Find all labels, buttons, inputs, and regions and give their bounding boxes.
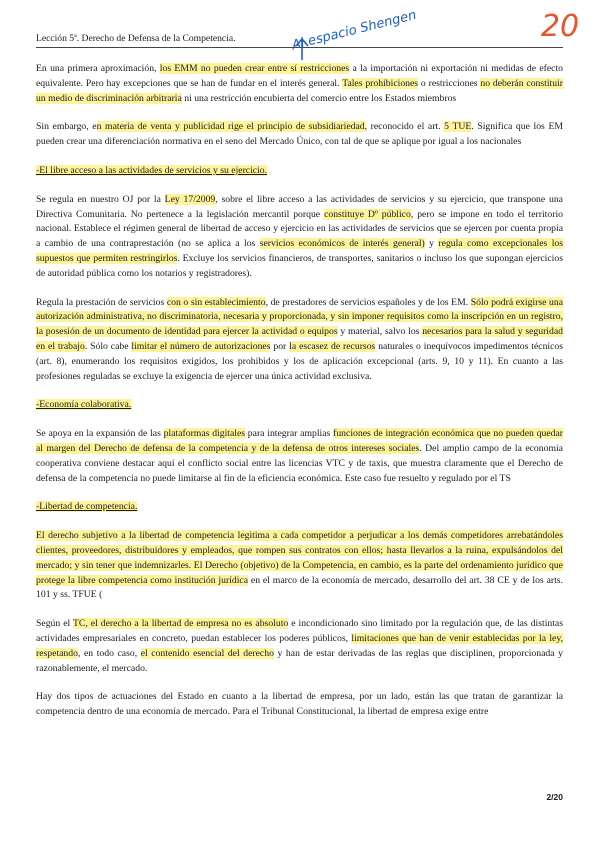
highlight: limitar el número de autorizaciones [131, 340, 271, 352]
highlight: funciones de integración económica que no pueden quedar al margen del Derecho de defensa de la competencia y de la defensa de otros intereses sociales [36, 428, 563, 454]
red-handwritten-annotation [528, 2, 592, 44]
highlight: TC, el derecho a la libertad de empresa no es absoluto [73, 618, 289, 630]
paragraph-4: Regula la prestación de servicios con o sin establecimiento, de prestadores de servicios españoles y de los EM. Sólo podrá exigirse una autorización administrativa, no discriminatoria, necesaria y proporcionada, y sin imponer requisitos como la inscripción en un registro, la posesión de un documento de identidad para ejercer la actividad o equipos y material, salvo los necesarios para la salud y seguridad en el trabajo. Sólo cabe limitar el número de autorizaciones por la escasez de recursos naturales o inequívocos impedimentos técnicos (art. 8), enumerando los requisitos exigidos, los prohibidos y los de aplicación excepcional (arts. 9, 10 y 11). En cuanto a las profesiones reguladas se excluye la exigencia de ejercer una única actividad exclusiva. [36, 296, 564, 382]
paragraph-3: Se regula en nuestro OJ por la Ley 17/2009, sobre el libre acceso a las actividades de servicios y su ejercicio, que transpone una Directiva Comunitaria. No pertenece a la legislación mercantil porque constituye Dº público, pero se impone en todo el territorio nacional. Establece el régimen general de libertad de acceso y ejercicio en las actividades de servicios que se ejercen por cuenta propia a cambio de una contraprestación (no se aplica a los servicios económicos de interés general) y regula como excepcionales los supuestos que permiten restringirlos. Excluye los servicios financieros, de transportes, sanitarios o incluso los que supongan ejercicios de autoridad pública como los notarios y registradores). [36, 193, 563, 279]
highlight: n materia de venta y publicidad rige el principio de subsidiariedad [96, 121, 365, 133]
highlight: limitaciones que han de venir establecidas por la ley, respetando [36, 632, 563, 659]
highlight: el contenido esencial del derecho [140, 647, 274, 659]
page-header: Lección 5ª. Derecho de Defensa de la Competencia. [36, 33, 236, 44]
paragraph-6: El derecho subjetivo a la libertad de competencia legitima a cada competidor a perjudicar a los demás competidores arrebatándoles clientes, proveedores, distribuidores y empleados, que rompen sus contratos con ellos; hasta llevarlos a la ruina, expulsándolos del mercado; y sin tener que indemnizarles. El Derecho (objetivo) de la Competencia, en cambio, es la parte del ordenamiento jurídico que protege la libre competencia como institución jurídica en el marco de la economía de mercado, desarrollo del art. 38 CE y de los arts. 101 y ss. TFUE ( [36, 530, 563, 601]
highlight: plataformas digitales [163, 428, 246, 440]
blue-annotation-text: Al espacio Shengen [290, 7, 418, 54]
section-heading-economia: -Economía colaborativa. [36, 399, 132, 411]
highlight: Ley 17/2009 [164, 193, 216, 205]
highlight: necesarios para la salud y seguridad en el trabajo [36, 326, 563, 352]
page-body [36, 62, 563, 720]
paragraph-5: Se apoya en la expansión de las plataformas digitales para integrar amplias funciones de integración económica que no pueden quedar al margen del Derecho de defensa de la competencia y de la defensa de otros intereses sociales. Del amplio campo de la economía cooperativa conviene destacar aquí el conflicto social entre las licencias VTC y de taxis, que muestra claramente que el Derecho de defensa de la competencia no puede limitarse al fin de la eficiencia económica. Este caso fue resuelto y regulado por el TS [36, 428, 563, 484]
paragraph-2: Sin embargo, en materia de venta y publicidad rige el principio de subsidiariedad, reconocido el art. 5 TUE. Significa que los EM pueden crear una diferenciación normativa en el seno del Mercado Único, con tal de que se aplique por igual a los nacionales [36, 121, 563, 148]
highlight: con o sin establecimiento [166, 296, 266, 308]
blue-handwritten-annotation [286, 6, 424, 62]
highlight: constituye Dº público [324, 208, 411, 220]
highlight: servicios económicos de interés general) [259, 238, 425, 250]
highlight: Sólo podrá exigirse una autorización administrativa, no discriminatoria, necesaria y proporcionada, y sin imponer requisitos como la inscripción en un registro, la posesión de un documento de identidad para ejercer la actividad o equipos [36, 296, 563, 338]
highlight: regula como excepcionales los supuestos que permiten restringirlos [36, 238, 563, 264]
paragraph-7: Según el TC, el derecho a la libertad de empresa no es absoluto e incondicionado sino limitado por la regulación que, de las distintas actividades empresariales en concreto, puedan establecer los poderes públicos, limitaciones que han de venir establecidas por la ley, respetando, en todo caso, el contenido esencial del derecho y han de estar derivadas de las reglas que disciplinen, proporcionada y razonablemente, el mercado. [36, 618, 563, 674]
highlight: El derecho subjetivo a la libertad de competencia legitima a cada competidor a perjudicar a los demás competidores arrebatándoles clientes, proveedores, distribuidores y empleados, que rompen sus contratos con ellos; hasta llevarlos a la ruina, expulsándolos del mercado; y sin tener que indemnizarles. El Derecho (objetivo) de la Competencia, en cambio, es la parte del ordenamiento jurídico que protege la libre competencia como institución jurídica [36, 530, 563, 586]
paragraph-1: En una primera aproximación, los EMM no pueden crear entre sí restricciones a la importación ni exportación ni medidas de efecto equivalente. Pero hay excepciones que se han de fundar en el interés general. Tales prohibiciones o restricciones no deberán constituir un medio de discriminación arbitraria ni una restricción encubierta del comercio entre los Estados miembros [36, 63, 563, 104]
highlight: 5 TUE [444, 121, 472, 133]
section-heading-acceso: -El libre acceso a las actividades de servicios y su ejercicio. [36, 164, 268, 176]
highlight: Tales prohibiciones [342, 77, 419, 89]
highlight: no deberán constituir un medio de discriminación arbitraria [36, 77, 563, 104]
highlight: los EMM no pueden crear entre sí restricciones [159, 63, 350, 74]
paragraph-8: Hay dos tipos de actuaciones del Estado en cuanto a la libertad de empresa, por un lado, están las que tratan de garantizar la competencia dentro de una economía de mercado. Para el Tribunal Constitucional, la libertad de empresa exige entre [36, 691, 563, 718]
page-number: 2/20 [546, 792, 563, 802]
highlight: la escasez de recursos [289, 340, 376, 352]
section-heading-libertad: -Libertad de competencia. [36, 501, 138, 513]
red-annotation-text: 20 [540, 9, 580, 44]
